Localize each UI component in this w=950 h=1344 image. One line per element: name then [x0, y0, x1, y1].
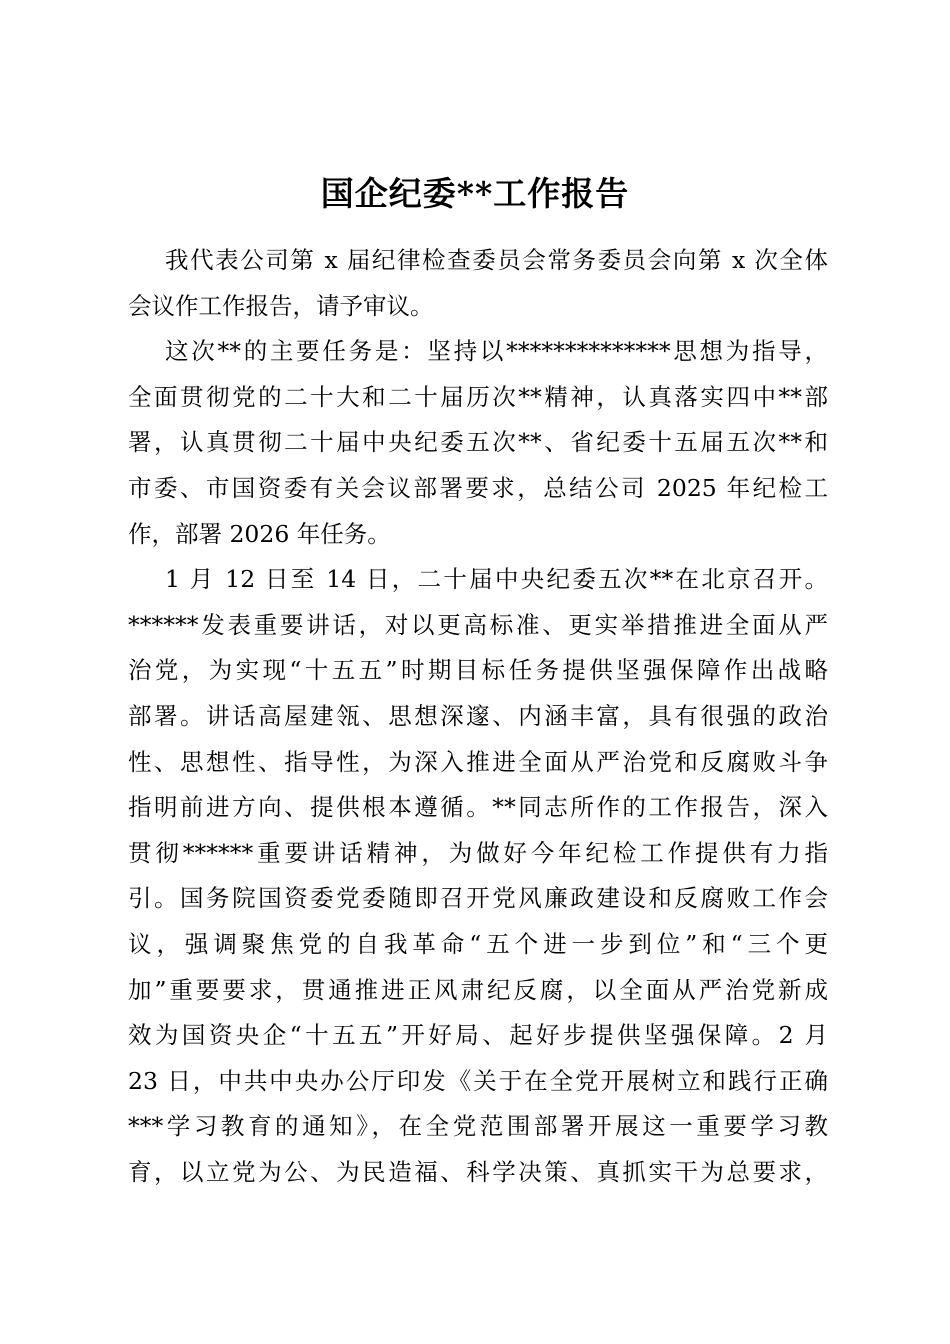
- paragraph-line: 育，以立党为公、为民造福、科学决策、真抓实干为总要求，: [128, 1157, 828, 1186]
- paragraph-line: 会议作工作报告，请予审议。: [128, 291, 434, 320]
- paragraph-line: 治党，为实现“十五五”时期目标任务提供坚强保障作出战略: [128, 656, 828, 685]
- paragraph-line: 指明前进方向、提供根本遵循。**同志所作的工作报告，深入: [128, 793, 828, 822]
- paragraph-line: 效为国资央企“十五五”开好局、起好步提供坚强保障。2 月: [128, 1021, 828, 1050]
- paragraph-line: 加”重要要求，贯通推进正风肃纪反腐，以全面从严治党新成: [128, 975, 828, 1004]
- paragraph-line: 性、思想性、指导性，为深入推进全面从严治党和反腐败斗争: [128, 747, 828, 776]
- paragraph-line: 全面贯彻党的二十大和二十届历次**精神，认真落实四中**部: [128, 382, 828, 411]
- paragraph-line: 市委、市国资委有关会议部署要求，总结公司 2025 年纪检工: [128, 473, 828, 502]
- paragraph-line: 贯彻******重要讲话精神，为做好今年纪检工作提供有力指: [128, 838, 828, 867]
- paragraph-line: 1 月 12 日至 14 日，二十届中央纪委五次**在北京召开。: [165, 565, 828, 594]
- document-body: [128, 238, 828, 1195]
- paragraph-line: 议，强调聚焦党的自我革命“五个进一步到位”和“三个更: [128, 929, 828, 958]
- paragraph-line: ***学习教育的通知》，在全党范围部署开展这一重要学习教: [128, 1112, 828, 1141]
- paragraph-line: 23 日，中共中央办公厅印发《关于在全党开展树立和践行正确: [128, 1066, 828, 1095]
- paragraph-line: 作，部署 2026 年任务。: [128, 519, 391, 548]
- document-title: 国企纪委**工作报告: [320, 174, 630, 213]
- paragraph-line: 这次**的主要任务是：坚持以**************思想为指导，: [165, 337, 828, 366]
- paragraph-line: 署，认真贯彻二十届中央纪委五次**、省纪委十五届五次**和: [128, 428, 828, 457]
- paragraph-line: ******发表重要讲话，对以更高标准、更实举措推进全面从严: [128, 610, 828, 639]
- paragraph-line: 我代表公司第 x 届纪律检查委员会常务委员会向第 x 次全体: [165, 246, 828, 274]
- paragraph-line: 引。国务院国资委党委随即召开党风廉政建设和反腐败工作会: [128, 884, 828, 913]
- paragraph-line: 部署。讲话高屋建瓴、思想深邃、内涵丰富，具有很强的政治: [128, 701, 828, 730]
